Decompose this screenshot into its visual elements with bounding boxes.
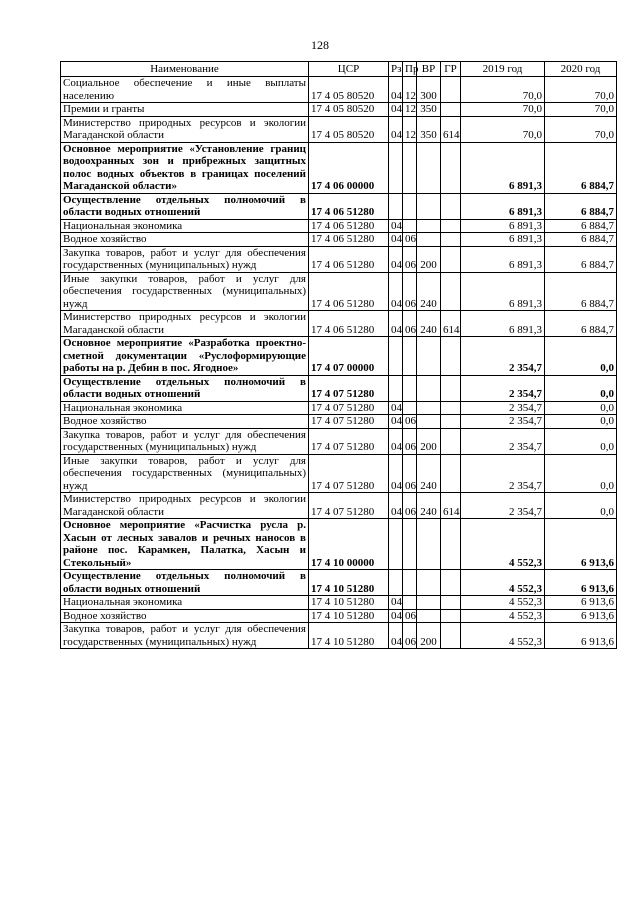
cell-csr: 17 4 06 51280 [309,233,389,247]
cell-rz: 04 [389,454,403,493]
cell-rz: 04 [389,493,403,519]
cell-gr [441,623,461,649]
cell-vr [417,519,441,570]
cell-csr: 17 4 07 51280 [309,454,389,493]
cell-name: Основное мероприятие «Разработка проектно-сметной документации «Руслоформирующие работы на р. Дебин в пос. Ягодное» [61,337,309,376]
cell-pr [403,193,417,219]
cell-rz: 04 [389,415,403,429]
table-row [61,233,617,247]
cell-rz [389,193,403,219]
cell-name: Закупка товаров, работ и услуг для обеспечения государственных (муниципальных) нужд [61,623,309,649]
cell-csr: 17 4 05 80520 [309,77,389,103]
cell-csr: 17 4 06 51280 [309,219,389,233]
cell-2020: 0,0 [545,415,617,429]
cell-csr: 17 4 06 51280 [309,246,389,272]
cell-2020: 6 884,7 [545,233,617,247]
cell-csr: 17 4 07 51280 [309,401,389,415]
cell-2019: 2 354,7 [461,415,545,429]
cell-rz: 04 [389,116,403,142]
table-row [61,193,617,219]
table-row [61,142,617,193]
cell-csr: 17 4 05 80520 [309,103,389,117]
cell-2020: 6 913,6 [545,519,617,570]
cell-csr: 17 4 06 51280 [309,272,389,311]
cell-rz [389,142,403,193]
table-row [61,103,617,117]
cell-csr: 17 4 10 51280 [309,570,389,596]
cell-name: Осуществление отдельных полномочий в области водных отношений [61,193,309,219]
cell-gr [441,415,461,429]
cell-2019: 70,0 [461,103,545,117]
cell-2019: 2 354,7 [461,401,545,415]
cell-name: Закупка товаров, работ и услуг для обеспечения государственных (муниципальных) нужд [61,428,309,454]
cell-gr [441,103,461,117]
cell-pr: 06 [403,454,417,493]
table-row [61,454,617,493]
cell-rz: 04 [389,609,403,623]
cell-2020: 0,0 [545,375,617,401]
cell-pr: 12 [403,103,417,117]
cell-vr [417,233,441,247]
cell-2020: 0,0 [545,401,617,415]
cell-name: Национальная экономика [61,596,309,610]
cell-vr: 240 [417,272,441,311]
cell-vr [417,142,441,193]
cell-name: Министерство природных ресурсов и экологии Магаданской области [61,493,309,519]
cell-csr: 17 4 06 51280 [309,193,389,219]
table-row [61,401,617,415]
budget-table [60,61,617,649]
cell-pr [403,219,417,233]
table-row [61,311,617,337]
table-row [61,337,617,376]
cell-vr: 300 [417,77,441,103]
cell-name: Водное хозяйство [61,233,309,247]
table-body [61,77,617,649]
cell-gr [441,193,461,219]
cell-2020: 6 913,6 [545,609,617,623]
cell-name: Министерство природных ресурсов и экологии Магаданской области [61,116,309,142]
cell-vr [417,570,441,596]
cell-vr [417,609,441,623]
cell-pr [403,519,417,570]
table-row [61,375,617,401]
cell-name: Основное мероприятие «Установление границ водоохранных зон и прибрежных защитных полос водных объектов в границах поселений Магаданской области» [61,142,309,193]
cell-gr [441,428,461,454]
cell-2019: 6 891,3 [461,193,545,219]
cell-gr: 614 [441,311,461,337]
cell-rz [389,337,403,376]
cell-csr: 17 4 10 51280 [309,623,389,649]
cell-pr [403,570,417,596]
cell-rz: 04 [389,596,403,610]
cell-2019: 6 891,3 [461,246,545,272]
cell-gr [441,272,461,311]
cell-name: Министерство природных ресурсов и экологии Магаданской области [61,311,309,337]
cell-2020: 6 884,7 [545,219,617,233]
cell-vr: 200 [417,246,441,272]
cell-2020: 6 884,7 [545,193,617,219]
cell-gr: 614 [441,493,461,519]
cell-2020: 70,0 [545,116,617,142]
col-header-rz: Рз [389,62,403,77]
cell-vr: 350 [417,116,441,142]
cell-name: Водное хозяйство [61,415,309,429]
cell-rz: 04 [389,246,403,272]
cell-pr: 12 [403,116,417,142]
cell-pr [403,142,417,193]
cell-rz: 04 [389,401,403,415]
cell-2020: 0,0 [545,454,617,493]
cell-pr: 06 [403,272,417,311]
cell-pr [403,337,417,376]
cell-2020: 0,0 [545,493,617,519]
cell-gr [441,233,461,247]
cell-vr: 200 [417,428,441,454]
col-header-vr: ВР [417,62,441,77]
table-row [61,415,617,429]
cell-name: Премии и гранты [61,103,309,117]
cell-csr: 17 4 06 00000 [309,142,389,193]
cell-pr [403,596,417,610]
cell-gr [441,454,461,493]
cell-rz: 04 [389,233,403,247]
cell-name: Национальная экономика [61,219,309,233]
col-header-gr: ГР [441,62,461,77]
cell-gr [441,142,461,193]
cell-vr [417,401,441,415]
cell-2020: 70,0 [545,77,617,103]
cell-gr [441,519,461,570]
cell-gr [441,401,461,415]
cell-vr: 200 [417,623,441,649]
cell-name: Иные закупки товаров, работ и услуг для обеспечения государственных (муниципальных) нужд [61,454,309,493]
cell-name: Иные закупки товаров, работ и услуг для обеспечения государственных (муниципальных) нужд [61,272,309,311]
cell-csr: 17 4 05 80520 [309,116,389,142]
cell-name: Осуществление отдельных полномочий в области водных отношений [61,375,309,401]
cell-2019: 2 354,7 [461,454,545,493]
table-row [61,609,617,623]
cell-pr: 06 [403,233,417,247]
cell-2019: 70,0 [461,116,545,142]
cell-csr: 17 4 07 51280 [309,415,389,429]
cell-vr: 350 [417,103,441,117]
col-header-pr: Пр [403,62,417,77]
cell-2020: 6 884,7 [545,246,617,272]
cell-pr: 06 [403,493,417,519]
cell-pr [403,401,417,415]
cell-gr [441,219,461,233]
table-row [61,623,617,649]
cell-vr [417,375,441,401]
cell-2020: 6 884,7 [545,311,617,337]
cell-2020: 0,0 [545,337,617,376]
cell-vr [417,193,441,219]
cell-rz: 04 [389,103,403,117]
cell-gr [441,77,461,103]
col-header-2019: 2019 год [461,62,545,77]
cell-rz [389,519,403,570]
table-row [61,493,617,519]
cell-gr [441,570,461,596]
cell-pr: 06 [403,623,417,649]
cell-rz: 04 [389,77,403,103]
cell-name: Водное хозяйство [61,609,309,623]
cell-2019: 6 891,3 [461,272,545,311]
cell-pr [403,375,417,401]
cell-rz: 04 [389,219,403,233]
cell-csr: 17 4 07 51280 [309,428,389,454]
table-row [61,77,617,103]
cell-2020: 70,0 [545,103,617,117]
cell-2019: 70,0 [461,77,545,103]
table-row [61,570,617,596]
cell-rz [389,570,403,596]
cell-csr: 17 4 10 00000 [309,519,389,570]
cell-csr: 17 4 07 00000 [309,337,389,376]
cell-csr: 17 4 06 51280 [309,311,389,337]
cell-2020: 6 913,6 [545,596,617,610]
cell-vr [417,596,441,610]
table-row [61,428,617,454]
cell-2019: 2 354,7 [461,428,545,454]
cell-name: Осуществление отдельных полномочий в области водных отношений [61,570,309,596]
cell-gr [441,609,461,623]
cell-gr: 614 [441,116,461,142]
cell-2019: 6 891,3 [461,219,545,233]
table-row [61,246,617,272]
cell-rz: 04 [389,311,403,337]
cell-2019: 2 354,7 [461,375,545,401]
cell-pr: 06 [403,609,417,623]
page-number: 128 [311,38,329,52]
table-row [61,596,617,610]
cell-vr [417,219,441,233]
cell-rz: 04 [389,428,403,454]
cell-rz: 04 [389,272,403,311]
cell-2020: 0,0 [545,428,617,454]
table-header-row [61,62,617,77]
cell-gr [441,596,461,610]
cell-2019: 2 354,7 [461,337,545,376]
cell-gr [441,337,461,376]
cell-name: Основное мероприятие «Расчистка русла р. Хасын от лесных завалов и речных наносов в районе пос. Карамкен, Палатка, Хасын и Стекольный» [61,519,309,570]
cell-rz [389,375,403,401]
cell-gr [441,375,461,401]
table-row [61,272,617,311]
cell-pr: 06 [403,428,417,454]
col-header-csr: ЦСР [309,62,389,77]
cell-2020: 6 884,7 [545,272,617,311]
col-header-2020: 2020 год [545,62,617,77]
cell-vr [417,337,441,376]
cell-2019: 6 891,3 [461,311,545,337]
cell-pr: 06 [403,311,417,337]
cell-csr: 17 4 10 51280 [309,609,389,623]
cell-name: Закупка товаров, работ и услуг для обеспечения государственных (муниципальных) нужд [61,246,309,272]
cell-2019: 6 891,3 [461,142,545,193]
cell-pr: 06 [403,246,417,272]
cell-2019: 6 891,3 [461,233,545,247]
cell-csr: 17 4 07 51280 [309,375,389,401]
cell-2019: 4 552,3 [461,609,545,623]
cell-2020: 6 913,6 [545,623,617,649]
cell-2019: 4 552,3 [461,623,545,649]
cell-gr [441,246,461,272]
cell-2020: 6 884,7 [545,142,617,193]
cell-csr: 17 4 07 51280 [309,493,389,519]
cell-rz: 04 [389,623,403,649]
cell-csr: 17 4 10 51280 [309,596,389,610]
cell-vr: 240 [417,454,441,493]
cell-2019: 4 552,3 [461,596,545,610]
table-row [61,219,617,233]
table-row [61,519,617,570]
cell-name: Национальная экономика [61,401,309,415]
col-header-name: Наименование [61,62,309,77]
cell-vr: 240 [417,311,441,337]
cell-vr [417,415,441,429]
cell-2019: 2 354,7 [461,493,545,519]
table-row [61,116,617,142]
cell-pr: 06 [403,415,417,429]
cell-2019: 4 552,3 [461,570,545,596]
cell-vr: 240 [417,493,441,519]
cell-pr: 12 [403,77,417,103]
cell-name: Социальное обеспечение и иные выплаты населению [61,77,309,103]
cell-2019: 4 552,3 [461,519,545,570]
cell-2020: 6 913,6 [545,570,617,596]
